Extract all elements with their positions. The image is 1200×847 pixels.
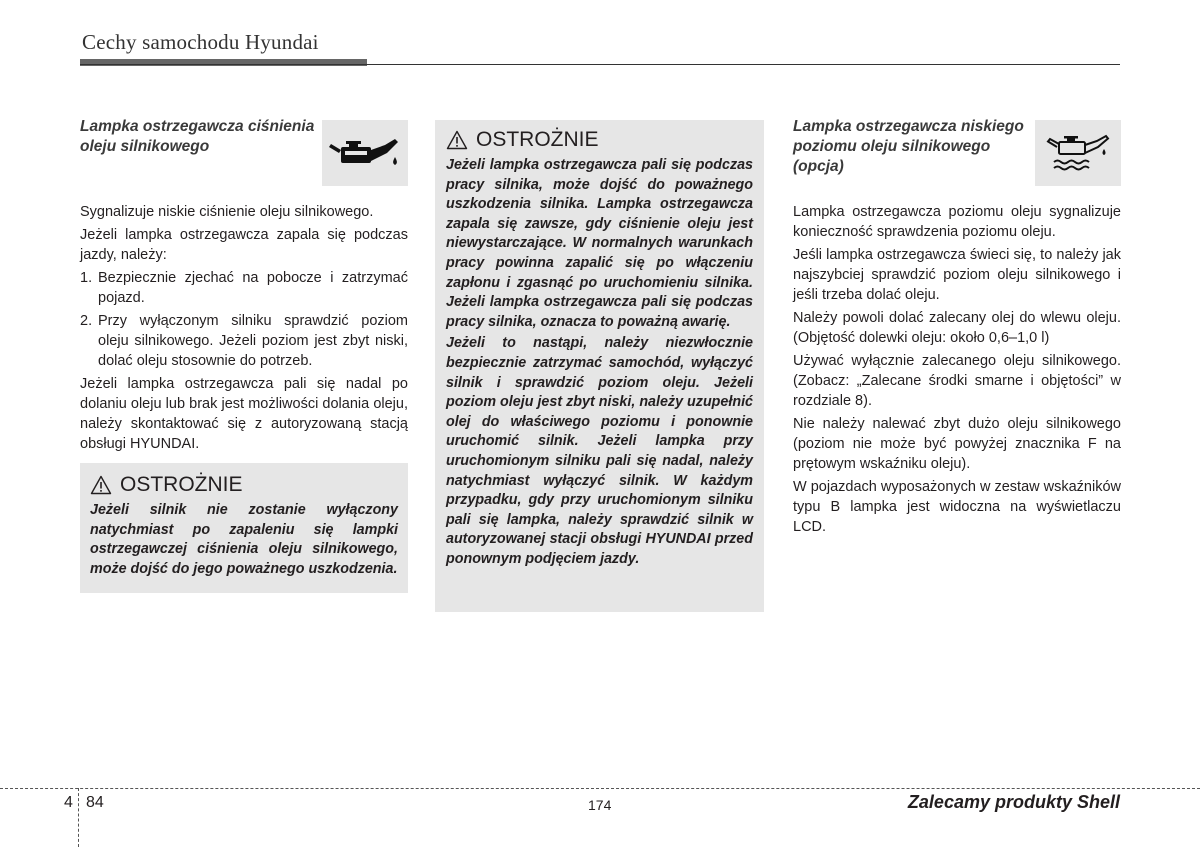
paragraph: Jeżeli lampka ostrzegawcza zapala się podczas jazdy, należy: (80, 227, 408, 263)
caution-title-row (90, 473, 398, 497)
oil-pressure-icon (327, 133, 403, 173)
caution-box-middle (435, 120, 764, 612)
paragraph: Sygnalizuje niskie ciśnienie oleju silnikowego. (80, 204, 374, 220)
footer-slogan: Zalecamy produkty Shell (907, 792, 1120, 812)
caution-title-row (446, 128, 753, 152)
step-text: Przy wyłączonym silniku sprawdzić poziom oleju silnikowego. Jeżeli poziom jest zbyt niski, dolać oleju stosownie do potrzeb. (98, 313, 408, 369)
warning-triangle-icon (446, 130, 468, 150)
paragraph: Należy powoli dolać zalecany olej do wlewu oleju. (Objętość dolewki oleju: około 0,6–1,0 l) (793, 310, 1121, 346)
caution-paragraph: Jeżeli lampka ostrzegawcza pali się podczas pracy silnika, może dojść do poważnego uszkodzenia silnika. Lampka ostrzegawcza zapala się zawsze, gdy ciśnienie oleju jest niewystarczające. W normalnych warunkach pracy powinna zapalić się po włączeniu zapłonu i zgasnąć po uruchomieniu silnika. Jeżeli lampka ostrzegawcza pali się podczas pracy silnika, oznacza to poważną awarię. (446, 157, 753, 330)
footer-divider (78, 788, 79, 847)
low-oil-level-icon (1045, 131, 1111, 175)
document-page-number: 174 (588, 797, 612, 813)
step-text: Bezpiecznie zjechać na pobocze i zatrzymać pojazd. (98, 270, 408, 306)
left-body-text (80, 202, 408, 454)
footer-rule (0, 788, 1200, 789)
paragraph: Używać wyłącznie zalecanego oleju silnikowego. (Zobacz: „Zalecane środki smarne i objętości” w rozdziale 8). (793, 353, 1121, 409)
right-body-text (793, 202, 1121, 537)
chapter-number: 4 (64, 794, 73, 811)
caution-title: OSTROŻNIE (476, 128, 599, 151)
header-rule (80, 64, 1120, 65)
steps-list (80, 268, 408, 371)
left-column (80, 117, 408, 457)
warning-triangle-icon (90, 475, 112, 495)
paragraph: Jeżeli lampka ostrzegawcza pali się nadal po dolaniu oleju lub brak jest możliwości dolania oleju, należy skontaktować się z autoryzowaną stacją obsługi HYUNDAI. (80, 376, 408, 452)
caution-title: OSTROŻNIE (120, 473, 243, 496)
list-item (80, 268, 408, 308)
paragraph: Nie należy nalewać zbyt dużo oleju silnikowego (poziom nie może być powyżej znacznika F na prętowym wskaźniku oleju). (793, 416, 1121, 472)
caution-body (446, 156, 753, 569)
caution-box-left (80, 463, 408, 593)
right-column (793, 117, 1121, 540)
oil-level-icon-box (1035, 120, 1121, 186)
step-number: 2. (80, 313, 93, 329)
caution-paragraph: Jeżeli to nastąpi, należy niezwłocznie bezpiecznie zatrzymać samochód, wyłączyć silnik i sprawdzić poziom oleju. Jeżeli poziom oleju jest zbyt niski, należy uzupełnić olej do właściwego poziomu i ponownie uruchomić silnik. Jeżeli lampka przy uruchomionym silniku pali się nadal, należy natychmiast wyłączyć silnik. W każdym przypadku, gdy przy uruchomionym silniku pali się lampka, należy sprawdzić silnik w autoryzowanej stacji obsługi HYUNDAI przed ponownym podjęciem jazdy. (446, 335, 753, 567)
caution-body (90, 501, 398, 579)
caution-text: Jeżeli silnik nie zostanie wyłączony natychmiast po zapaleniu się lampki ostrzegawczej ciśnienia oleju silnikowego, może dojść do jego poważnego uszkodzenia. (90, 502, 398, 577)
oil-pressure-icon-box (322, 120, 408, 186)
right-section-heading-row (793, 117, 1121, 186)
paragraph: Lampka ostrzegawcza poziomu oleju sygnalizuje konieczność sprawdzenia poziomu oleju. (793, 204, 1121, 240)
paragraph: W pojazdach wyposażonych w zestaw wskaźników typu B lampka jest widoczna na wyświetlaczu LCD. (793, 479, 1121, 535)
page-number: 84 (86, 794, 104, 811)
list-item (80, 311, 408, 371)
page-header-title: Cechy samochodu Hyundai (82, 30, 319, 54)
step-number: 1. (80, 270, 93, 286)
oil-pressure-heading: Lampka ostrzegawcza ciśnienia oleju silnikowego (80, 118, 315, 155)
oil-level-heading: Lampka ostrzegawcza niskiego poziomu oleju silnikowego (opcja) (793, 118, 1024, 175)
left-section-heading-row (80, 117, 408, 186)
paragraph: Jeśli lampka ostrzegawcza świeci się, to należy jak najszybciej sprawdzić poziom oleju silnikowego i jeśli trzeba dolać oleju. (793, 247, 1121, 303)
